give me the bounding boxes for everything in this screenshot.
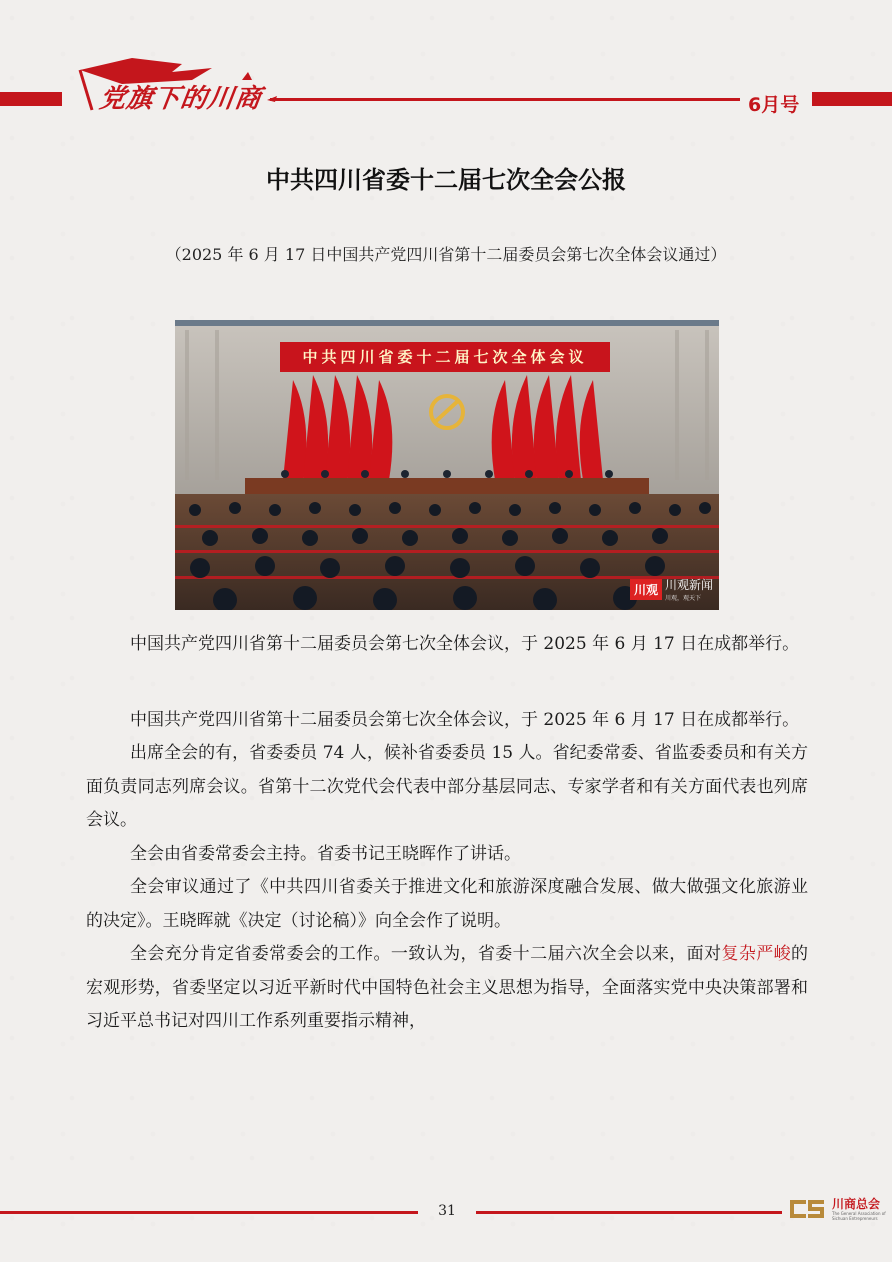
photo-banner: 中共四川省委十二届七次全体会议	[280, 342, 610, 372]
footer-line-right	[476, 1211, 782, 1214]
org-name-en: The General Association of Sichuan Entrepreneurs	[832, 1210, 886, 1221]
header-bar-right	[812, 92, 892, 106]
header-bar-left	[0, 92, 62, 106]
paragraph: 全会审议通过了《中共四川省委关于推进文化和旅游深度融合发展、做大做强文化旅游业的决定》。王晓晖就《决定（讨论稿）》向全会作了说明。	[86, 877, 808, 931]
org-name: 川商总会	[832, 1196, 881, 1211]
watermark-name	[665, 576, 713, 602]
paragraph: 中国共产党四川省第十二届委员会第七次全体会议，于 2025 年 6 月 17 日在成都举行。	[130, 634, 800, 654]
header-divider	[270, 98, 740, 101]
paragraph: 全会由省委常委会主持。省委书记王晓晖作了讲话。	[130, 843, 521, 864]
footer-logo	[786, 1196, 888, 1222]
article-body	[86, 628, 808, 1039]
paragraph: 中国共产党四川省第十二届委员会第七次全体会议，于 2025 年 6 月 17 日在成都举行。	[130, 709, 800, 730]
footer-line-left	[0, 1211, 418, 1214]
footer-org	[832, 1198, 888, 1221]
article-title: 中共四川省委十二届七次全会公报	[266, 166, 626, 194]
issue-label: 6月号	[748, 94, 800, 116]
association-logo-icon	[786, 1196, 828, 1222]
paragraph: 出席全会的有，省委委员 74 人，候补省委委员 15 人。省纪委常委、省监委委员和有关方面负责同志列席会议。省第十二次党代会代表中部分基层同志、专家学者和有关方面代表也列席会议。	[86, 743, 808, 830]
article-subtitle: （2025 年 6 月 17 日中国共产党四川省第十二届委员会第七次全体会议通过）	[165, 245, 727, 264]
logo-text: 党旗下的川商	[97, 84, 264, 114]
highlighted-text: 复杂严峻	[721, 944, 792, 964]
watermark-title: 川观新闻	[664, 578, 713, 592]
paragraph-text: 的宏观形势，省委坚定以习近平新时代中国特色社会主义思想为指导，全面落实党中央决策部署和习近平总书记对四川工作系列重要指示精神，	[86, 944, 809, 1031]
paragraph	[86, 938, 808, 1039]
photo-watermark	[630, 576, 713, 602]
page-number: 31	[438, 1203, 456, 1219]
paragraph-text: 全会充分肯定省委常委会的工作。一致认为，省委十二届六次全会以来，面对	[130, 944, 722, 964]
meeting-photo	[175, 320, 719, 610]
watermark-badge: 川观	[630, 579, 662, 600]
watermark-sub: 川观，观天下	[664, 595, 701, 602]
